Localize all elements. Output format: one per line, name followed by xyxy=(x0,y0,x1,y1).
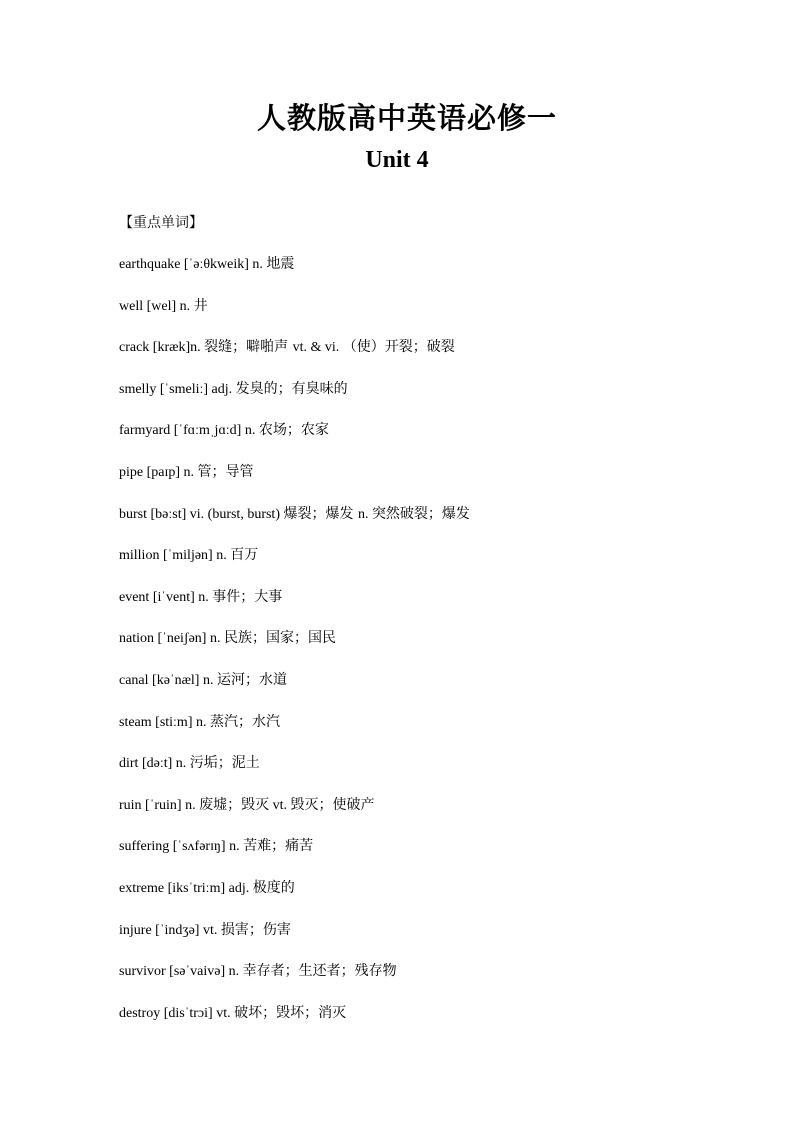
entry-english: extreme [iksˈtriːm] adj. xyxy=(119,880,253,896)
entry-chinese: 管；导管 xyxy=(197,463,254,480)
entry-english-extra: n. xyxy=(357,506,372,522)
entry-english: burst [bəːst] vi. (burst, burst) xyxy=(119,506,284,522)
entry-chinese: 地震 xyxy=(266,256,295,272)
entry-english: million [ˈmiljən] n. xyxy=(119,548,231,564)
entry-english: well [wel] n. xyxy=(119,298,194,314)
section-label: 【重点单词】 xyxy=(119,215,203,231)
page-subtitle: Unit 4 xyxy=(365,147,429,173)
entry-english: farmyard [ˈfɑːmˌjɑːd] n. xyxy=(119,423,259,439)
vocab-entry xyxy=(119,626,739,668)
entry-english: destroy [disˈtrɔi] vt. xyxy=(119,1005,235,1021)
vocab-entry xyxy=(119,335,739,377)
entry-chinese: 民族；国家；国民 xyxy=(223,630,336,647)
entry-english: steam [stiːm] n. xyxy=(119,714,210,730)
entry-chinese: 污垢；泥土 xyxy=(189,755,260,772)
vocab-entry xyxy=(119,834,739,876)
vocabulary-list xyxy=(119,252,739,1042)
entry-chinese-extra: 毁灭；使破产 xyxy=(290,796,375,813)
entry-english: smelly [ˈsmeliː] adj. xyxy=(119,381,236,397)
vocab-entry xyxy=(119,1001,739,1043)
entry-chinese: 极度的 xyxy=(252,879,295,896)
entry-chinese: 发臭的；有臭味的 xyxy=(235,380,348,397)
vocab-entry xyxy=(119,959,739,1001)
entry-chinese: 农场；农家 xyxy=(258,422,329,439)
entry-english: event [iˈvent] n. xyxy=(119,589,213,605)
vocab-entry xyxy=(119,876,739,918)
vocab-entry xyxy=(119,460,739,502)
vocab-entry xyxy=(119,377,739,419)
vocab-entry xyxy=(119,418,739,460)
entry-chinese: 废墟；毁灭 xyxy=(199,796,270,813)
vocab-entry xyxy=(119,793,739,835)
vocab-entry xyxy=(119,252,739,294)
entry-chinese: 幸存者；生还者；残存物 xyxy=(242,963,397,980)
entry-english: nation [ˈneiʃən] n. xyxy=(119,631,224,647)
entry-english: crack [kræk]n. xyxy=(119,340,205,356)
vocab-entry xyxy=(119,585,739,627)
vocab-entry xyxy=(119,751,739,793)
entry-chinese: 损害；伤害 xyxy=(220,921,291,938)
entry-chinese-extra: （使）开裂；破裂 xyxy=(342,339,455,356)
page-title: 人教版高中英语必修一 xyxy=(256,101,557,135)
entry-chinese: 蒸汽；水汽 xyxy=(210,713,280,730)
entry-chinese: 爆裂；爆发 xyxy=(283,505,358,522)
vocab-entry xyxy=(119,543,739,585)
entry-chinese: 百万 xyxy=(230,547,259,564)
vocab-entry xyxy=(119,710,739,752)
entry-english: canal [kəˈnæl] n. xyxy=(119,672,217,688)
entry-english: dirt [dəːt] n. xyxy=(119,756,190,772)
vocab-entry xyxy=(119,294,739,336)
entry-chinese: 破坏；毁坏；消灭 xyxy=(234,1004,347,1021)
entry-english: pipe [paɪp] n. xyxy=(119,464,198,480)
entry-english: injure [ˈindʒə] vt. xyxy=(119,922,221,938)
entry-chinese-extra: 突然破裂；爆发 xyxy=(371,505,470,522)
entry-english: suffering [ˈsʌfərɪŋ] n. xyxy=(119,839,244,855)
entry-english: earthquake [ˈəːθkweik] n. xyxy=(119,257,267,272)
entry-english: survivor [səˈvaivə] n. xyxy=(119,964,243,980)
vocab-entry xyxy=(119,668,739,710)
vocab-entry xyxy=(119,502,739,544)
entry-english-extra: vt. xyxy=(269,797,291,813)
entry-english: ruin [ˈruin] n. xyxy=(119,797,200,813)
entry-chinese: 裂缝；噼啪声 xyxy=(204,339,293,356)
entry-chinese: 运河；水道 xyxy=(216,671,287,688)
entry-chinese: 井 xyxy=(193,297,208,314)
entry-chinese: 事件；大事 xyxy=(212,588,283,605)
entry-chinese: 苦难；痛苦 xyxy=(243,838,314,855)
vocab-entry xyxy=(119,918,739,960)
entry-english-extra: vt. & vi. xyxy=(292,340,343,356)
